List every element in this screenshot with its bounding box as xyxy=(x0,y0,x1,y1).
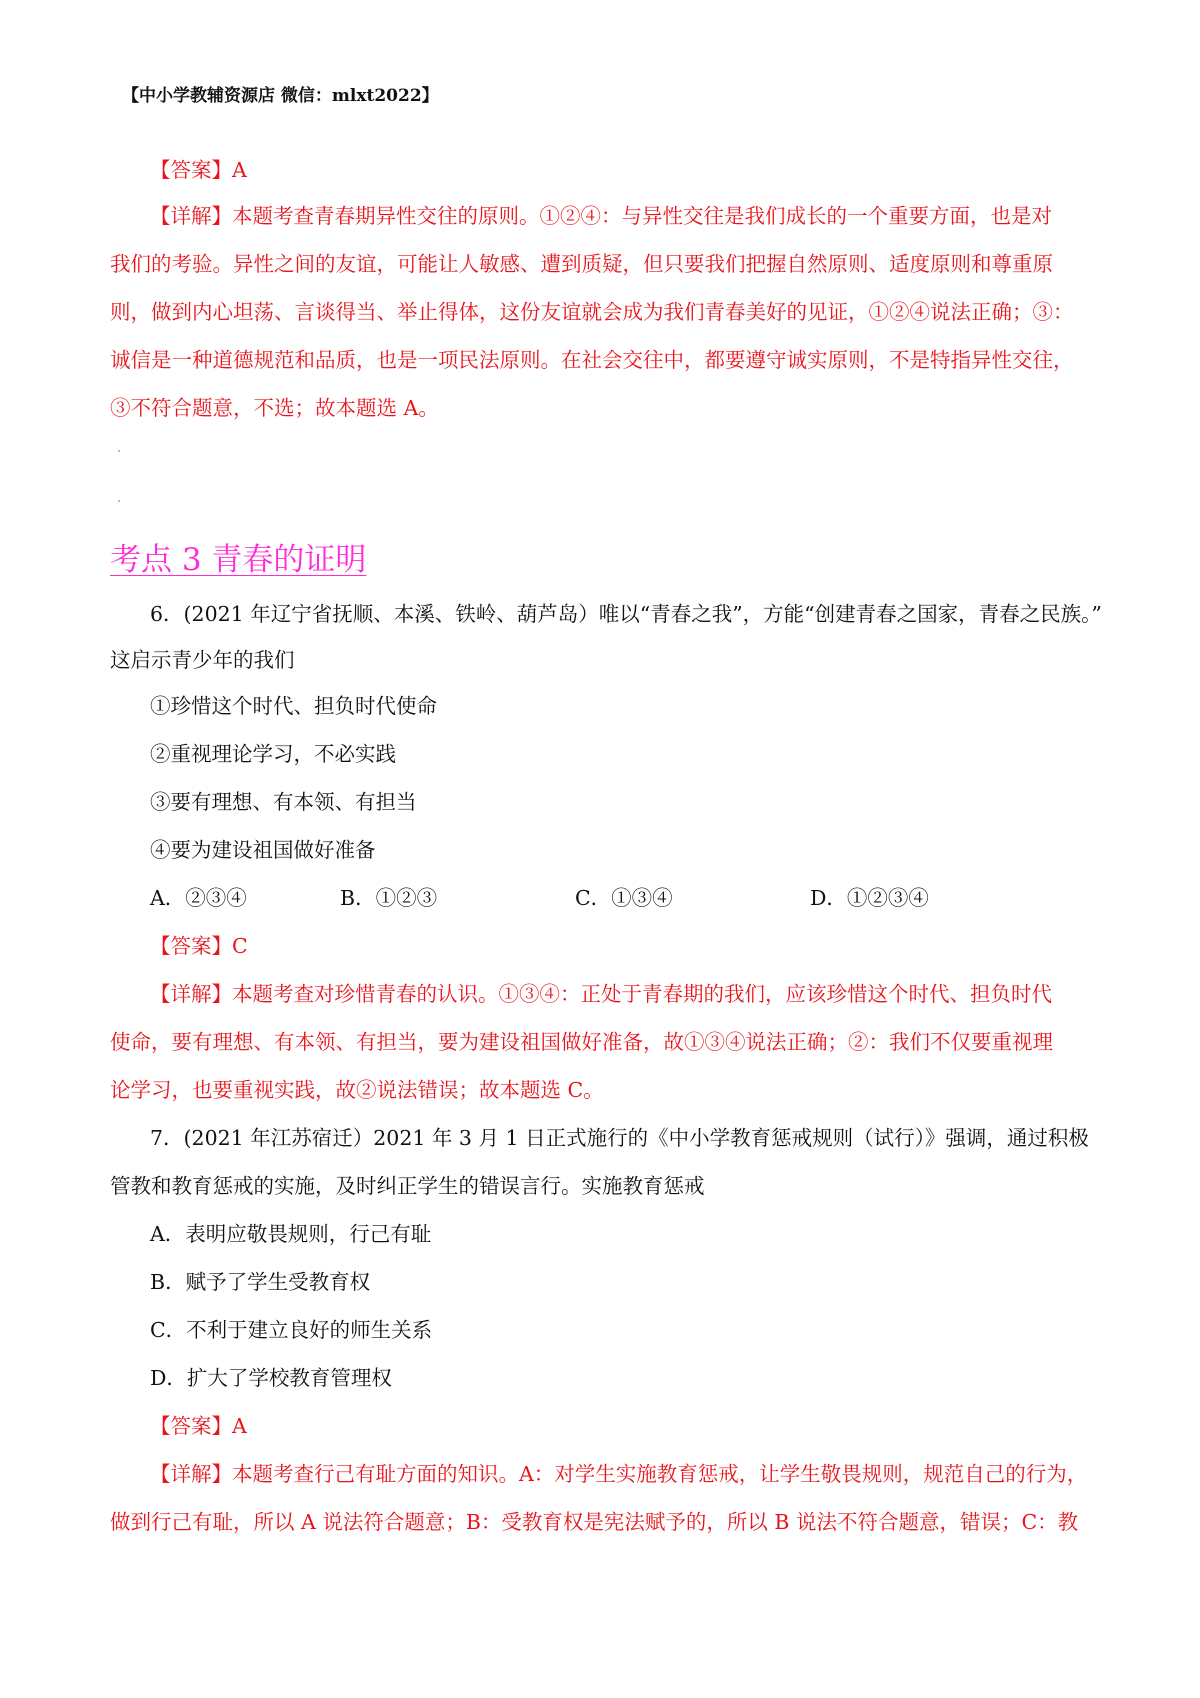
q7-option-c: C．不利于建立良好的师生关系 xyxy=(150,1318,433,1342)
q6-option-d: D．①②③④ xyxy=(810,886,929,910)
section-title: 考点 3 青春的证明 xyxy=(110,542,367,578)
q6-item: ③要有理想、有本领、有担当 xyxy=(150,790,417,814)
q5-detail-line: 则，做到内心坦荡、言谈得当、举止得体，这份友谊就会成为我们青春美好的见证，①②④说法正确；③： xyxy=(110,300,1074,324)
q5-detail-line: 诚信是一种道德规范和品质，也是一项民法原则。在社会交往中，都要遵守诚实原则，不是特指异性交往， xyxy=(110,348,1074,372)
q6-stem-line: 6．(2021 年辽宁省抚顺、本溪、铁岭、葫芦岛）唯以“青春之我”，方能“创建青春之国家，青春之民族。” xyxy=(150,602,1102,626)
q7-answer: 【答案】A xyxy=(150,1414,247,1438)
q7-stem-line: 管教和教育惩戒的实施，及时纠正学生的错误言行。实施教育惩戒 xyxy=(110,1174,705,1198)
page-header: 【中小学教辅资源店 微信：mlxt2022】 xyxy=(122,86,439,106)
q6-item: ④要为建设祖国做好准备 xyxy=(150,838,376,862)
q6-option-b: B．①②③ xyxy=(340,886,438,910)
q6-stem-line: 这启示青少年的我们 xyxy=(110,648,295,672)
q5-detail-line: 【详解】本题考查青春期异性交往的原则。①②④：与异性交往是我们成长的一个重要方面，也是对 xyxy=(150,204,1052,228)
q6-detail-line: 论学习，也要重视实践，故②说法错误；故本题选 C。 xyxy=(110,1078,604,1102)
q7-option-d: D．扩大了学校教育管理权 xyxy=(150,1366,392,1390)
q6-option-a: A．②③④ xyxy=(150,886,247,910)
paragraph-mark xyxy=(118,450,120,452)
q6-detail-line: 【详解】本题考查对珍惜青春的认识。①③④：正处于青春期的我们，应该珍惜这个时代、担负时代 xyxy=(150,982,1052,1006)
q7-option-a: A．表明应敬畏规则，行己有耻 xyxy=(150,1222,432,1246)
q5-detail-line: 我们的考验。异性之间的友谊，可能让人敏感、遭到质疑，但只要我们把握自然原则、适度原则和尊重原 xyxy=(110,252,1053,276)
q7-detail-line: 做到行己有耻，所以 A 说法符合题意；B：受教育权是宪法赋予的，所以 B 说法不符合题意，错误；C：教 xyxy=(110,1510,1079,1534)
q6-detail-line: 使命，要有理想、有本领、有担当，要为建设祖国做好准备，故①③④说法正确；②：我们不仅要重视理 xyxy=(110,1030,1053,1054)
q7-option-b: B．赋予了学生受教育权 xyxy=(150,1270,371,1294)
q5-detail-line: ③不符合题意，不选；故本题选 A。 xyxy=(110,396,439,420)
q6-item: ②重视理论学习，不必实践 xyxy=(150,742,396,766)
paragraph-mark xyxy=(118,500,120,502)
q7-stem-line: 7．(2021 年江苏宿迁）2021 年 3 月 1 日正式施行的《中小学教育惩戒规则（试行）》强调，通过积极 xyxy=(150,1126,1089,1150)
q5-answer: 【答案】A xyxy=(150,158,247,182)
q6-answer: 【答案】C xyxy=(150,934,248,958)
q7-detail-line: 【详解】本题考查行己有耻方面的知识。A：对学生实施教育惩戒，让学生敬畏规则，规范自己的行为， xyxy=(150,1462,1088,1486)
q6-item: ①珍惜这个时代、担负时代使命 xyxy=(150,694,437,718)
q6-option-c: C．①③④ xyxy=(575,886,673,910)
